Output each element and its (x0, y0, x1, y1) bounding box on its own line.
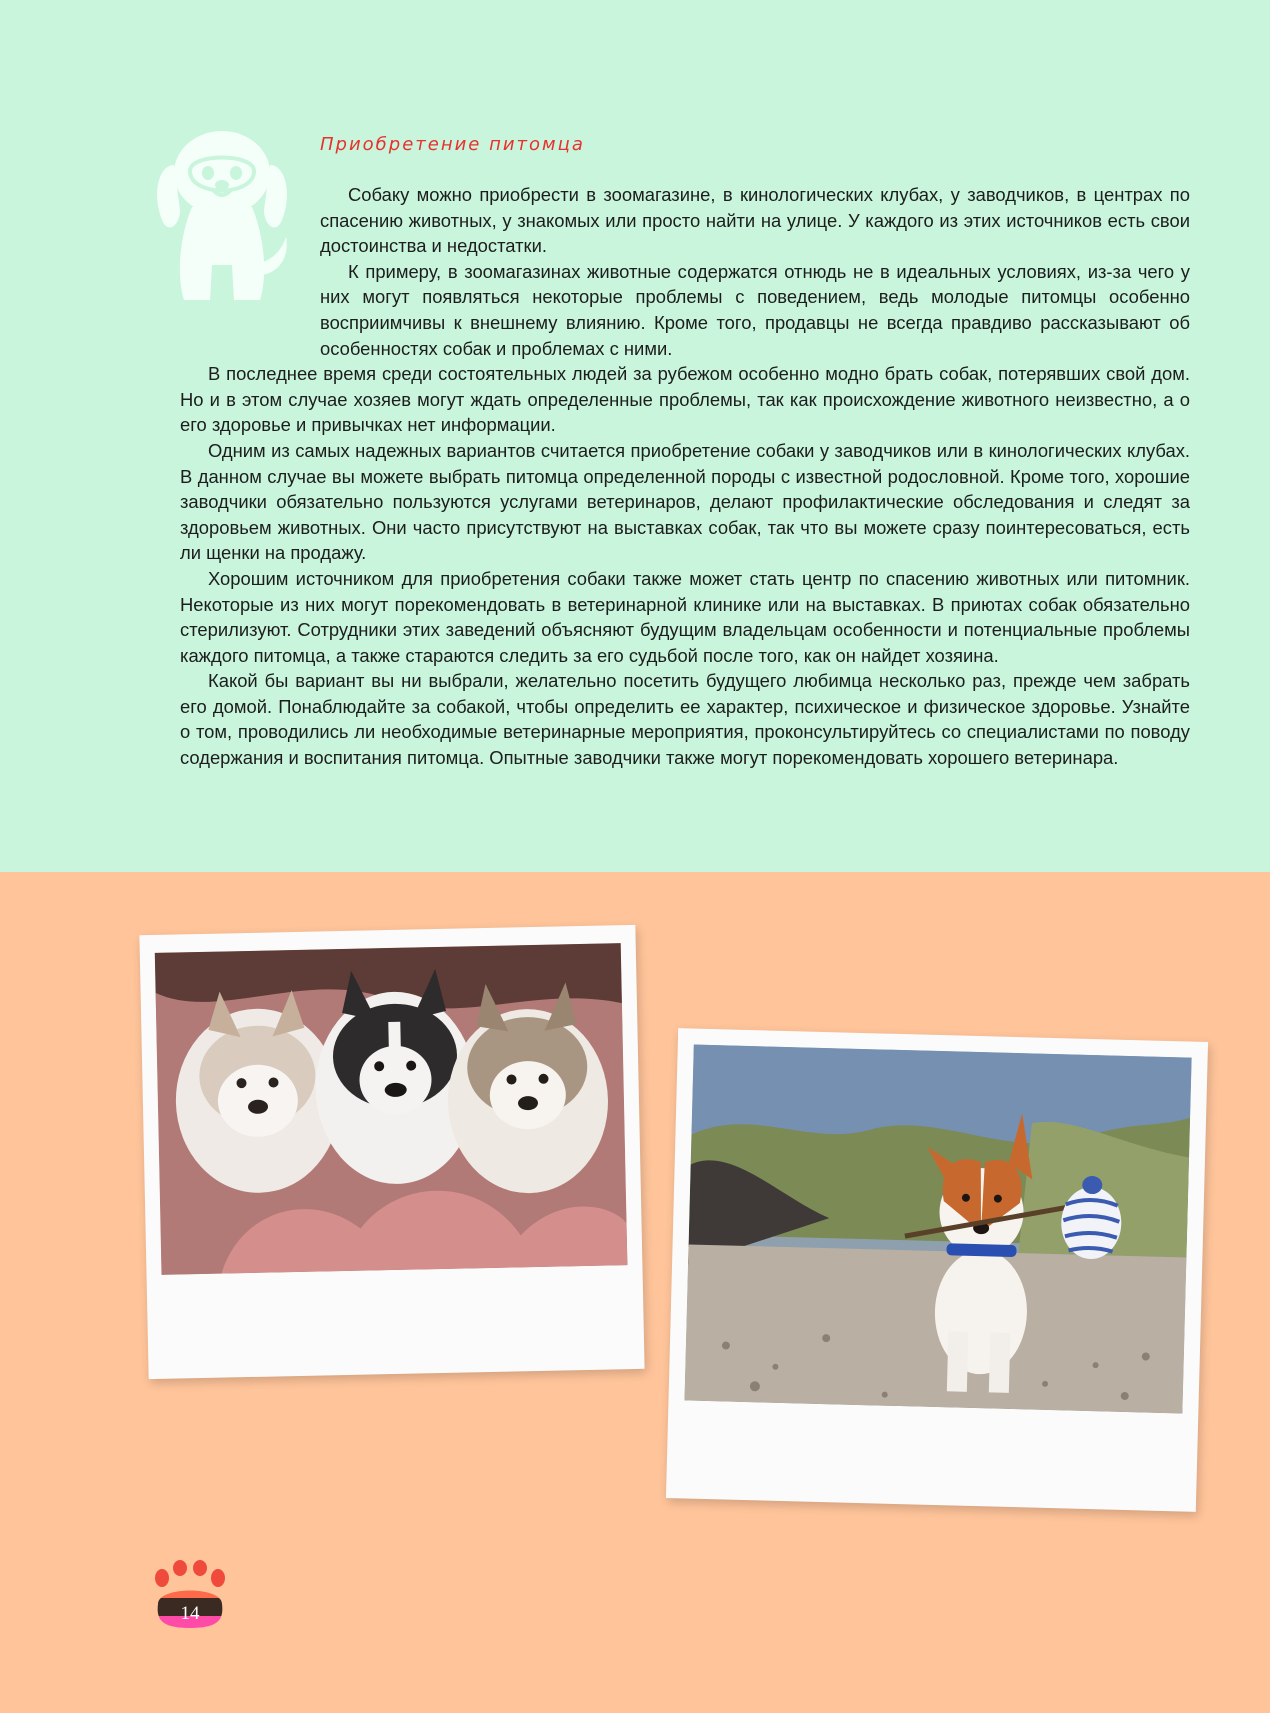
paragraph: Одним из самых надежных вариантов считается приобретение собаки у заводчиков или в кинологических клубах. В данном случае вы можете выбрать питомца определенной породы с известной родословной. Кроме того, хорошие заводчики обязательно пользуются услугами ветеринаров, делают профилактические обследования и следят за здоровьем животных. Они часто присутствуют на выставках собак, так что вы можете сразу поинтересоваться, есть ли щенки на продажу. (180, 439, 1190, 564)
article-body (180, 182, 1190, 771)
photo-frame-puppies (139, 925, 644, 1379)
puppies-photo (155, 943, 628, 1275)
paragraph: Какой бы вариант вы ни выбрали, желательно посетить будущего любимца несколько раз, прежде чем забрать его домой. Понаблюдайте за собакой, чтобы определить ее характер, психическое и физическое здоровье. Узнайте о том, проводились ли необходимые ветеринарные мероприятия, проконсультируйтесь со специалистами по поводу содержания и воспитания питомца. Опытные заводчики также могут порекомендовать хорошего ветеринара. (180, 670, 1190, 769)
paragraph: К примеру, в зоомагазинах животные содержатся отнюдь не в идеальных условиях, из-за чего у них могут появляться некоторые проблемы с поведением, ведь молодые питомцы особенно восприимчивы к внешнему влиянию. Кроме того, продавцы не всегда правдиво рассказывают об особенностях собак и проблемах с ними. (320, 260, 1190, 359)
terrier-photo (684, 1045, 1191, 1414)
paragraph: Собаку можно приобрести в зоомагазине, в кинологических клубах, у заводчиков, в центрах по спасению животных, у знакомых или просто найти на улице. У каждого из этих источников есть свои достоинства и недостатки. (320, 184, 1190, 257)
paragraph: В последнее время среди состоятельных людей за рубежом особенно модно брать собак, потерявших свой дом. Но и в этом случае хозяев могут ждать определенные проблемы, так как происхождение животного неизвестно, а о его здоровье и привычках нет информации. (180, 363, 1190, 436)
photo-frame-terrier (666, 1028, 1208, 1512)
paragraph: Хорошим источником для приобретения собаки также может стать центр по спасению животных или питомник. Некоторые из них могут порекомендовать в ветеринарной клинике или на выставках. В приютах собак обязательно стерилизуют. Сотрудники этих заведений объясняют будущим владельцам особенности и потенциальные проблемы каждого питомца, а также стараются следить за его судьбой после того, как он найдет хозяина. (180, 567, 1190, 666)
page-number: 14 (180, 1603, 200, 1624)
section-title: Приобретение питомца (320, 134, 585, 155)
